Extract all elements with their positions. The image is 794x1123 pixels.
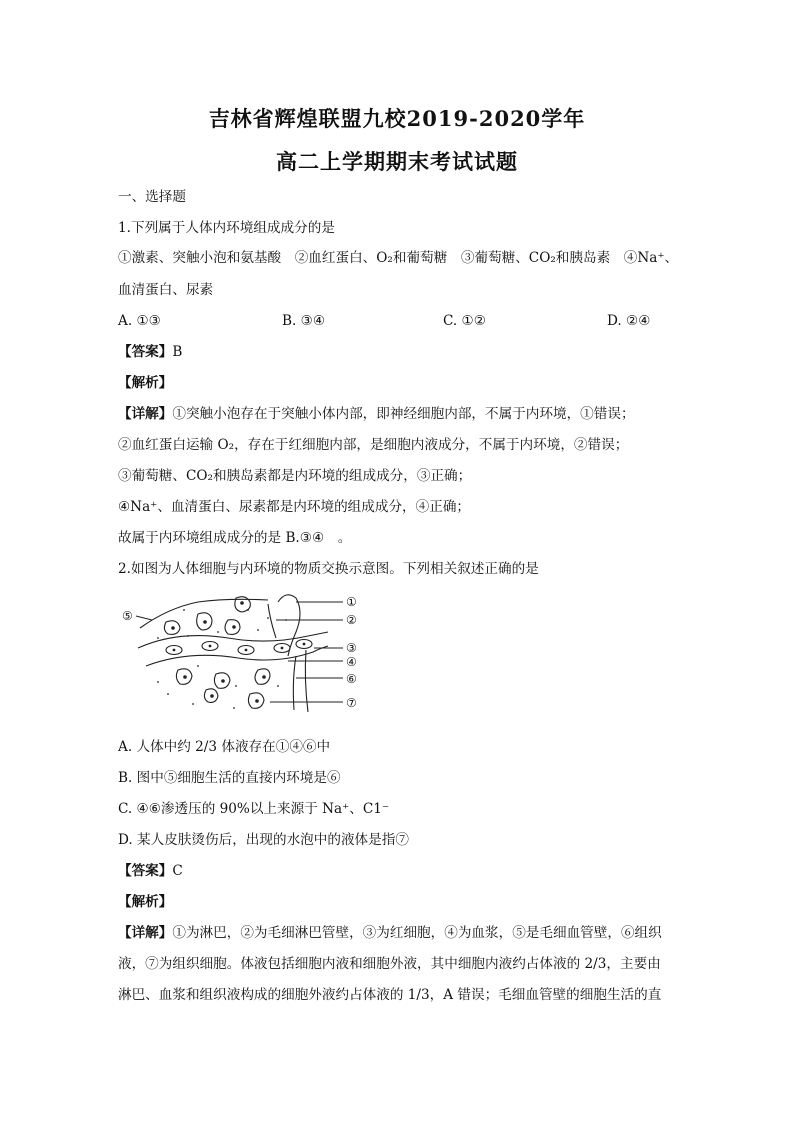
lymph-vessel-inner: [268, 604, 276, 638]
q1-items-line2: 血清蛋白、尿素: [118, 282, 214, 298]
detail-text: ①为淋巴，②为毛细淋巴管壁，③为红细胞，④为血浆，⑤是毛细血管壁，⑥组织: [172, 925, 662, 941]
q1-analysis-label: 【解析】: [118, 375, 173, 391]
diagram-label-4: ④: [346, 655, 357, 669]
q2-detail-line3: 淋巴、血浆和组织液构成的细胞外液约占体液的 1/3，A 错误；毛细血管壁的细胞生活的直: [118, 987, 662, 1003]
leader-5: [136, 616, 152, 620]
q1-option-b: B. ③④: [282, 313, 326, 329]
answer-value: B: [172, 344, 183, 360]
q1-option-a: A. ①③: [118, 313, 161, 329]
diagram-label-6: ⑥: [346, 672, 357, 686]
section-heading: 一、选择题: [118, 189, 186, 205]
diagram-label-3: ③: [346, 641, 357, 655]
q1-items-line1: ①激素、突触小泡和氨基酸 ②血红蛋白、O₂和葡萄糖 ③葡萄糖、CO₂和胰岛素 ④Na⁺、: [118, 250, 679, 266]
q1-detail-line5: 故属于内环境组成成分的是 B.③④ 。: [118, 530, 352, 546]
q1-option-d: D. ②④: [607, 313, 651, 329]
q2-option-b: B. 图中⑤细胞生活的直接内环境是⑥: [118, 770, 341, 786]
q1-stem: 1.下列属于人体内环境组成成分的是: [118, 220, 335, 236]
diagram-label-5: ⑤: [122, 609, 133, 623]
detail-label: 【详解】: [118, 925, 173, 941]
diagram-label-2: ②: [346, 613, 357, 627]
q2-option-d: D. 某人皮肤烫伤后，出现的水泡中的液体是指⑦: [118, 832, 409, 848]
diagram-label-1: ①: [346, 595, 357, 609]
answer-label: 【答案】: [118, 344, 173, 360]
detail-text: ①突触小泡存在于突触小体内部，即神经细胞内部，不属于内环境，①错误；: [172, 406, 635, 422]
q1-detail-line4: ④Na⁺、血清蛋白、尿素都是内环境的组成成分，④正确；: [118, 499, 471, 515]
q2-stem: 2.如图为人体细胞与内环境的物质交换示意图。下列相关叙述正确的是: [118, 561, 539, 577]
q2-detail-line1: [118, 923, 662, 943]
q1-detail-line3: ③葡萄糖、CO₂和胰岛素都是内环境的组成成分，③正确；: [118, 468, 472, 484]
q1-detail-line1: [118, 404, 635, 424]
q2-analysis-label: 【解析】: [118, 894, 173, 910]
doc-title-line2: 高二上学期期末考试试题: [276, 149, 518, 174]
tissue-boundary-top: [140, 599, 268, 628]
q1-option-c: C. ①②: [443, 313, 486, 329]
q2-answer-line: [118, 861, 183, 881]
tissue-line-b: [305, 650, 308, 712]
q2-option-c: C. ④⑥渗透压的 90%以上来源于 Na⁺、C1⁻: [118, 801, 390, 817]
q2-detail-line2: 液，⑦为组织细胞。体液包括细胞内液和细胞外液，其中细胞内液约占体液的 2/3，主要由: [118, 956, 661, 972]
q2-option-a: A. 人体中约 2/3 体液存在①④⑥中: [118, 739, 331, 755]
answer-value: C: [172, 863, 183, 879]
diagram-label-7: ⑦: [346, 696, 357, 710]
answer-label: 【答案】: [118, 863, 173, 879]
detail-label: 【详解】: [118, 406, 173, 422]
q1-answer-line: [118, 342, 182, 362]
doc-title-line1: 吉林省辉煌联盟九校2019-2020学年: [208, 106, 586, 131]
q1-detail-line2: ②血红蛋白运输 O₂，存在于红细胞内部，是细胞内液成分，不属于内环境，②错误；: [118, 437, 629, 453]
cell-exchange-diagram: [118, 590, 378, 715]
